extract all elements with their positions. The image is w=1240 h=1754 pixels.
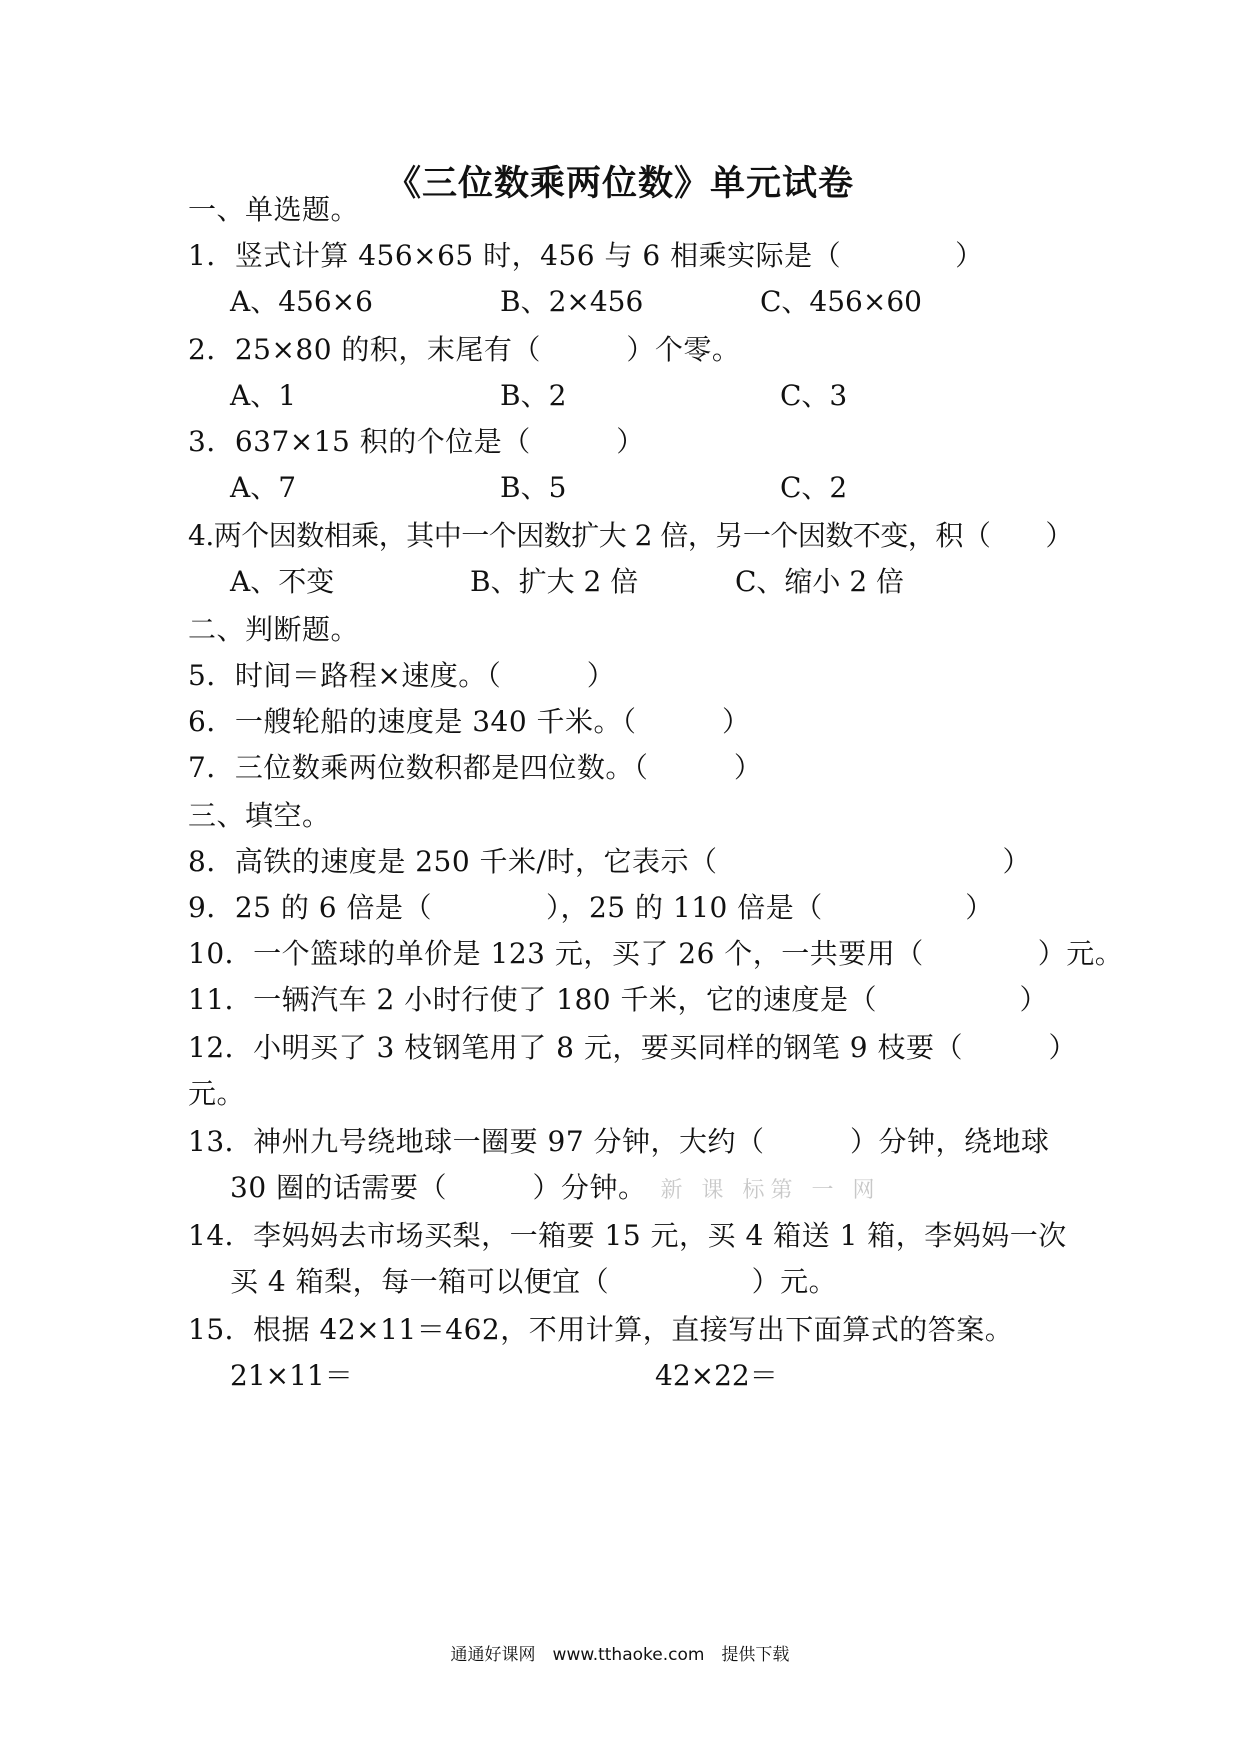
question-15: 15．根据 42×11＝462，不用计算，直接写出下面算式的答案。 xyxy=(188,1313,1014,1346)
question-10: 10．一个篮球的单价是 123 元，买了 26 个，一共要用（ ）元。 xyxy=(188,937,1124,970)
q3-option-c: C、2 xyxy=(780,471,848,504)
q4-option-b: B、扩大 2 倍 xyxy=(470,565,639,598)
section-heading-single-choice: 一、单选题。 xyxy=(188,193,360,226)
q2-option-c: C、3 xyxy=(780,379,848,412)
question-1: 1．竖式计算 456×65 时，456 与 6 相乘实际是（ ） xyxy=(188,239,984,272)
q3-option-a: A、7 xyxy=(230,471,297,504)
page-title: 《三位数乘两位数》单元试卷 xyxy=(385,163,854,204)
question-9: 9．25 的 6 倍是（ ），25 的 110 倍是（ ） xyxy=(188,891,994,924)
question-12-line-1: 12．小明买了 3 枝钢笔用了 8 元，要买同样的钢笔 9 枝要（ ） xyxy=(188,1031,1077,1064)
q15-expression-1: 21×11＝ xyxy=(230,1359,353,1392)
question-14-line-2: 买 4 箱梨，每一箱可以便宜（ ）元。 xyxy=(230,1265,838,1298)
q1-option-b: B、2×456 xyxy=(500,285,644,318)
question-13-line-2 xyxy=(230,1168,881,1211)
question-3: 3．637×15 积的个位是（ ） xyxy=(188,425,645,458)
q1-option-a: A、456×6 xyxy=(230,285,373,318)
question-13-line-2-text: 30 圈的话需要（ ）分钟。 xyxy=(230,1171,647,1204)
section-heading-true-false: 二、判断题。 xyxy=(188,613,360,646)
question-12-line-2: 元。 xyxy=(188,1077,246,1110)
q2-option-b: B、2 xyxy=(500,379,567,412)
q15-expression-2: 42×22＝ xyxy=(655,1359,778,1392)
q3-option-b: B、5 xyxy=(500,471,567,504)
question-6: 6．一艘轮船的速度是 340 千米。（ ） xyxy=(188,705,751,738)
section-heading-fill-blank: 三、填空。 xyxy=(188,799,331,832)
question-13-line-1: 13．神州九号绕地球一圈要 97 分钟，大约（ ）分钟，绕地球 xyxy=(188,1125,1050,1158)
q4-option-a: A、不变 xyxy=(230,565,335,598)
page-footer: 通通好课网 www.tthaoke.com 提供下载 xyxy=(450,1645,790,1665)
question-11: 11．一辆汽车 2 小时行使了 180 千米，它的速度是（ ） xyxy=(188,983,1048,1016)
q1-option-c: C、456×60 xyxy=(760,285,922,318)
question-7: 7．三位数乘两位数积都是四位数。（ ） xyxy=(188,751,763,784)
question-14-line-1: 14．李妈妈去市场买梨，一箱要 15 元，买 4 箱送 1 箱，李妈妈一次 xyxy=(188,1219,1067,1252)
question-5: 5．时间＝路程×速度。（ ） xyxy=(188,659,616,692)
q2-option-a: A、1 xyxy=(230,379,297,412)
question-8: 8．高铁的速度是 250 千米/时，它表示（ ） xyxy=(188,845,1031,878)
question-4: 4.两个因数相乘，其中一个因数扩大 2 倍，另一个因数不变，积（ ） xyxy=(188,519,1073,552)
question-2: 2．25×80 的积，末尾有（ ）个零。 xyxy=(188,333,741,366)
q4-option-c: C、缩小 2 倍 xyxy=(735,565,905,598)
watermark: 新 课 标第 一 网 xyxy=(660,1178,881,1203)
